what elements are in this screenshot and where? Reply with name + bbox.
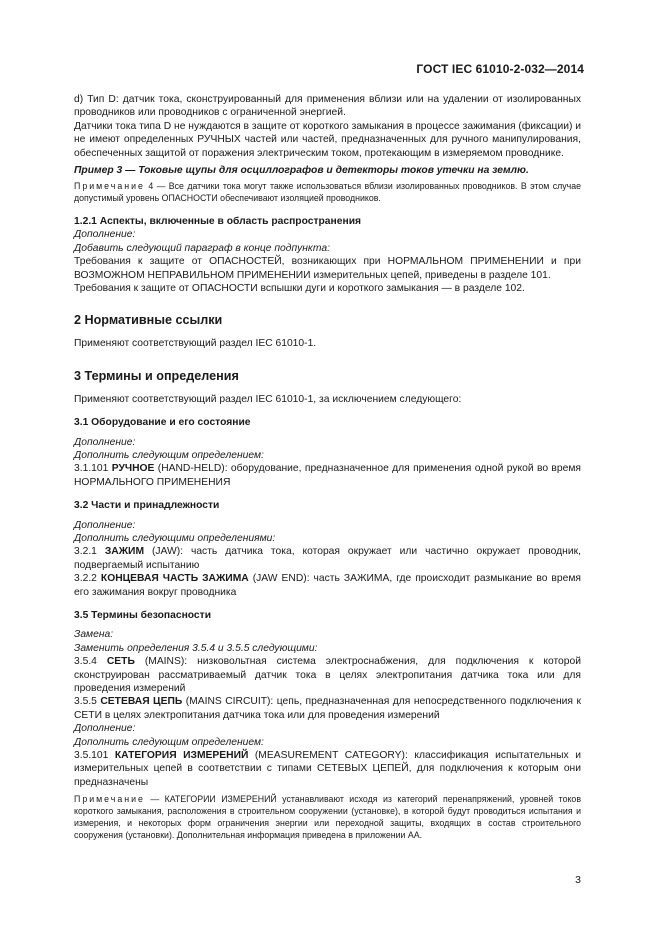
- paragraph: Применяют соответствующий раздел IEC 61010-1.: [74, 337, 317, 349]
- section-heading-3-1: 3.1 Оборудование и его состояние: [74, 417, 251, 429]
- definition-text: (JAW): часть датчика тока, которая окружает или частично окружает проводник, подвергаемый испытанию: [74, 546, 581, 571]
- definition-text: (HAND-HELD): оборудование, предназначенное для применения одной рукой во время НОРМАЛЬНОГО ПРИМЕНЕНИЯ: [74, 463, 581, 488]
- note-label: Примечание: [74, 181, 145, 192]
- note-text: 4 — Все датчики тока могут также использоваться вблизи изолированных проводников. В этом случае допустимый уровень ОПАСНОСТИ обеспечивают изоляцией проводников.: [74, 181, 581, 204]
- addition-label: Дополнение:: [74, 519, 136, 531]
- note-label: Примечание: [74, 794, 145, 805]
- definition-term: КОНЦЕВАЯ ЧАСТЬ ЗАЖИМА: [100, 573, 249, 585]
- type-d-paragraph: d) Тип D: датчик тока, сконструированный для применения вблизи или на удалении от изолированных проводников или проводников с ограниченной энергией.: [74, 94, 581, 119]
- example-3: [74, 164, 581, 177]
- definition-3-1-101: [74, 462, 581, 489]
- paragraph: Требования к защите от ОПАСНОСТЕЙ, возникающих при НОРМАЛЬНОМ ПРИМЕНЕНИИ и при ВОЗМОЖНОМ НЕПРАВИЛЬНОМ ПРИМЕНЕНИИ измерительных цепей, приведены в разделе 101.: [74, 256, 581, 281]
- addition-label: Дополнение:: [74, 436, 136, 448]
- definition-number: 3.5.4: [74, 656, 97, 668]
- definition-3-5-4: [74, 655, 581, 695]
- note-text: — КАТЕГОРИИ ИЗМЕРЕНИЙ устанавливают исходя из категорий перенапряжений, уровней токов короткого замыкания, расположения в строительном сооружении (установке), в которой будут проводиться испытания и измерения, и некоторых форм ограничения энергии или переходной защиты, входящих в состав строительного сооружения (установки). Дополнительная информация приведена в приложении АА.: [74, 794, 581, 840]
- definition-number: 3.5.5: [74, 696, 97, 708]
- definition-number: 3.2.1: [74, 546, 97, 558]
- note-4: [74, 181, 581, 205]
- definition-3-2-2: [74, 572, 581, 599]
- definition-text: (MEASUREMENT CATEGORY): классификация испытательных и измерительных цепей в соответствии с типами СЕТЕВЫХ ЦЕПЕЙ, для подключения к которым они предназначены: [74, 750, 581, 788]
- page-body: [74, 93, 581, 841]
- definition-number: 3.5.101: [74, 750, 109, 762]
- instruction-text: Заменить определения 3.5.4 и 3.5.5 следующими:: [74, 642, 318, 654]
- page-number: 3: [575, 874, 581, 886]
- instruction-text: Дополнить следующими определениями:: [74, 532, 276, 544]
- definition-3-2-1: [74, 545, 581, 572]
- section-heading-1-2-1: 1.2.1 Аспекты, включенные в область распространения: [74, 216, 362, 228]
- addition-label: Дополнение:: [74, 229, 136, 241]
- paragraph: Требования к защите от ОПАСНОСТИ вспышки дуги и короткого замыкания — в разделе 102.: [74, 283, 525, 295]
- definition-term: СЕТЕВАЯ ЦЕПЬ: [100, 696, 183, 708]
- addition-label: Дополнение:: [74, 723, 136, 735]
- section-heading-2: 2 Нормативные ссылки: [74, 313, 223, 328]
- note-measurement-category: [74, 794, 581, 841]
- definition-term: ЗАЖИМ: [104, 546, 145, 558]
- section-heading-3-2: 3.2 Части и принадлежности: [74, 500, 220, 512]
- instruction-text: Дополнить следующим определением:: [74, 449, 264, 461]
- definition-text: (MAINS CIRCUIT): цепь, предназначенная для непосредственного подключения к СЕТИ в целях электропитания датчика тока или для проведения измерений: [74, 696, 581, 721]
- definition-3-5-5: [74, 695, 581, 722]
- replacement-label: Замена:: [74, 629, 114, 641]
- definition-text: (JAW END): часть ЗАЖИМА, где происходит размыкание во время его зажимания вокруг проводника: [74, 573, 581, 598]
- definition-term: СЕТЬ: [106, 656, 135, 668]
- definition-term: РУЧНОЕ: [111, 463, 155, 475]
- definition-number: 3.1.101: [74, 463, 109, 475]
- section-heading-3-5: 3.5 Термины безопасности: [74, 609, 212, 621]
- definition-3-5-101: [74, 749, 581, 789]
- definition-number: 3.2.2: [74, 573, 97, 585]
- section-heading-3: 3 Термины и определения: [74, 369, 239, 384]
- instruction-text: Добавить следующий параграф в конце подпункта:: [74, 242, 330, 254]
- definition-term: КАТЕГОРИЯ ИЗМЕРЕНИЙ: [114, 750, 249, 762]
- type-d-description: Датчики тока типа D не нуждаются в защите от короткого замыкания в процессе зажимания (фиксации) и не имеют определенных РУЧНЫХ частей или частей, предназначенных для ручного манипулирования, обеспеченных защитой от поражения электрическим током, протекающим в измеряемом проводнике.: [74, 120, 581, 159]
- paragraph: Применяют соответствующий раздел IEC 61010-1, за исключением следующего:: [74, 393, 462, 405]
- definition-text: (MAINS): низковольтная система электроснабжения, для подключения к которой сконструирован рассматриваемый датчик тока в целях электропитания датчика тока или для проведения измерений: [74, 656, 581, 694]
- instruction-text: Дополнить следующим определением:: [74, 736, 264, 748]
- example-text: Пример 3 — Токовые щупы для осциллографов и детекторы токов утечки на землю.: [74, 165, 529, 177]
- document-header: ГОСТ IEC 61010-2-032—2014: [416, 62, 584, 76]
